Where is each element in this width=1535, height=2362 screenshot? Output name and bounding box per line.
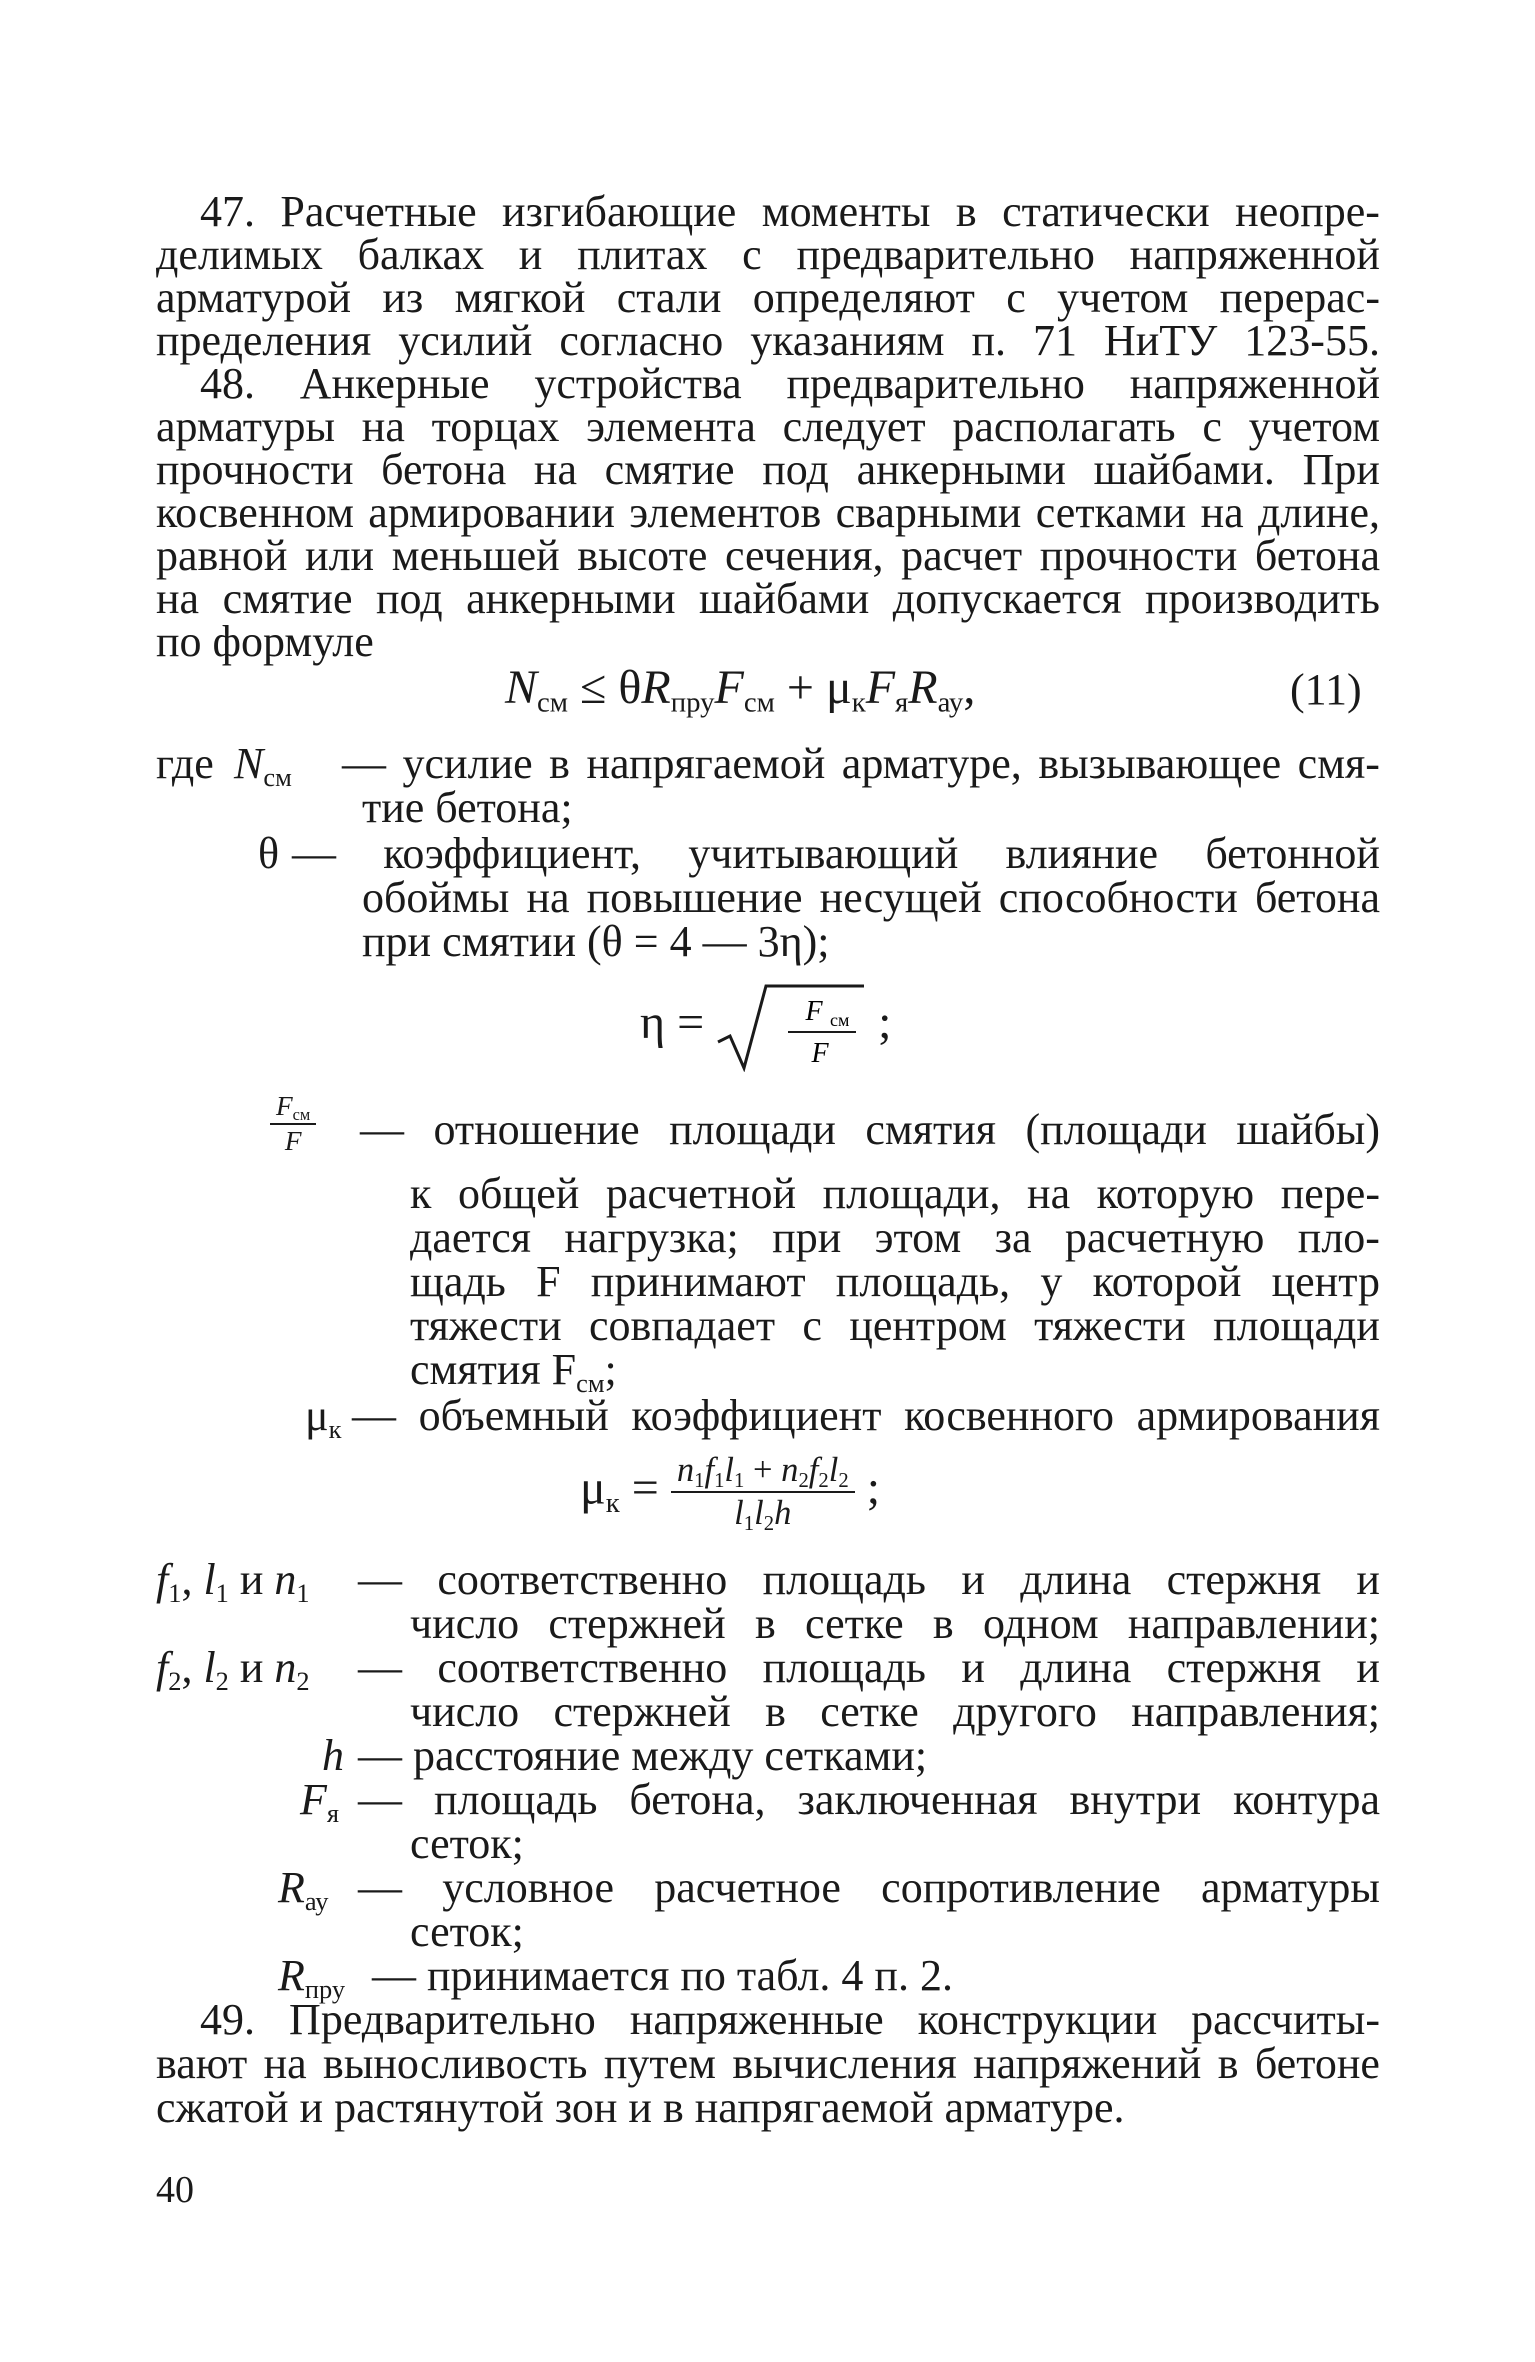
symbol-f1-l1-n1: $f_1$, $l_1$ и $n_1$ bbox=[156, 1555, 310, 1608]
def-n-sm-line-2: тие бетона; bbox=[362, 783, 573, 832]
def-h-line-1: — расстояние между сетками; bbox=[358, 1731, 928, 1780]
def-f2-line-2: число стержней в сетке другого направления; bbox=[410, 1687, 1380, 1736]
def-ratio-line-4: щадь F принимают площадь, у которой центр bbox=[410, 1257, 1380, 1306]
def-ratio-line-6: смятия $F_{см}$; bbox=[410, 1345, 617, 1398]
formula-11: $N_{см} \le \theta R_{пру}F_{см} + \mu_кF_яR_{ау}$, bbox=[505, 661, 976, 719]
def-ratio-line-2: к общей расчетной площади, на которую пере- bbox=[410, 1169, 1380, 1218]
def-ratio-line-1: — отношение площади смятия (площади шайбы) bbox=[360, 1105, 1380, 1154]
p48-line-7: по формуле bbox=[156, 617, 374, 666]
p49-line-1: 49. Предварительно напряженные конструкции рассчиты- bbox=[200, 1995, 1380, 2044]
def-fya-line-2: сеток; bbox=[410, 1819, 524, 1868]
p48-line-6: на смятие под анкерными шайбами допускается производить bbox=[156, 574, 1380, 623]
p49-line-2: вают на выносливость путем вычисления напряжений в бетоне bbox=[156, 2039, 1380, 2088]
def-ratio-line-5: тяжести совпадает с центром тяжести площади bbox=[410, 1301, 1380, 1350]
symbol-r-pru: $R_{пру}$ bbox=[278, 1951, 346, 2004]
p49-line-3: сжатой и растянутой зон и в напрягаемой арматуре. bbox=[156, 2083, 1125, 2132]
def-theta-line-3: при смятии (θ = 4 — 3η); bbox=[362, 917, 830, 966]
formula-mu-k: $\mu_к$ = $\frac{n_1f_1l_1 + n_2f_2l_2}{l_1l_2h}$ ; bbox=[580, 1451, 881, 1536]
p48-line-4: косвенном армировании элементов сварными сетками на длине, bbox=[156, 488, 1380, 537]
sqrt-sign-icon bbox=[716, 982, 866, 1072]
def-ratio-line-3: дается нагрузка; при этом за расчетную пло- bbox=[410, 1213, 1380, 1262]
def-n-sm-line-1: — усилие в напрягаемой арматуре, вызывающее смя- bbox=[342, 739, 1380, 788]
p48-line-5: равной или меньшей высоте сечения, расчет прочности бетона bbox=[156, 531, 1380, 580]
def-theta-line-2: обоймы на повышение несущей способности бетона bbox=[362, 873, 1380, 922]
p48-line-3: прочности бетона на смятие под анкерными шайбами. При bbox=[156, 445, 1380, 494]
def-fya-line-1: — площадь бетона, заключенная внутри контура bbox=[358, 1775, 1380, 1824]
def-ray-line-1: — условное расчетное сопротивление арматуры bbox=[358, 1863, 1380, 1912]
p47-line-2: делимых балках и плитах с предварительно напряженной bbox=[156, 230, 1380, 279]
symbol-mu-k: $\mu_к$ bbox=[305, 1391, 342, 1444]
symbol-ratio: $\frac{F_{см}}{F}$ bbox=[270, 1090, 316, 1157]
svg-text:F: F bbox=[811, 1038, 829, 1069]
symbol-theta: θ bbox=[258, 829, 280, 878]
symbol-f2-l2-n2: $f_2$, $l_2$ и $n_2$ bbox=[156, 1643, 310, 1696]
p48-line-2: арматуры на торцах элемента следует располагать с учетом bbox=[156, 402, 1380, 451]
p47-line-4: пределения усилий согласно указаниям п. 71 НиТУ 123-55. bbox=[156, 316, 1380, 365]
def-ray-line-2: сеток; bbox=[410, 1907, 524, 1956]
symbol-r-ay: $R_{ау}$ bbox=[278, 1863, 329, 1916]
formula-eta: η = F см F ; bbox=[640, 982, 892, 1072]
symbol-n-sm: $N_{см}$ bbox=[234, 739, 292, 792]
formula-number: (11) bbox=[1290, 665, 1362, 714]
def-mu-line-1: — объемный коэффициент косвенного армирования bbox=[352, 1391, 1380, 1440]
svg-text:F: F bbox=[805, 996, 823, 1027]
p48-line-1: 48. Анкерные устройства предварительно напряженной bbox=[200, 359, 1380, 408]
where-label: где bbox=[156, 739, 214, 788]
def-f2-line-1: — соответственно площадь и длина стержня и bbox=[358, 1643, 1380, 1692]
symbol-f-ya: $F_я$ bbox=[300, 1775, 340, 1828]
symbol-h: h bbox=[322, 1731, 344, 1780]
def-rpru-line-1: — принимается по табл. 4 п. 2. bbox=[372, 1951, 953, 2000]
def-f1-line-2: число стержней в сетке в одном направлении; bbox=[410, 1599, 1380, 1648]
p47-line-1: 47. Расчетные изгибающие моменты в статически неопре- bbox=[200, 187, 1380, 236]
def-f1-line-1: — соответственно площадь и длина стержня и bbox=[358, 1555, 1380, 1604]
def-theta-line-1: — коэффициент, учитывающий влияние бетонной bbox=[292, 829, 1380, 878]
svg-text:см: см bbox=[830, 1010, 850, 1030]
p47-line-3: арматурой из мягкой стали определяют с учетом перерас- bbox=[156, 273, 1380, 322]
page-number: 40 bbox=[156, 2169, 194, 2211]
